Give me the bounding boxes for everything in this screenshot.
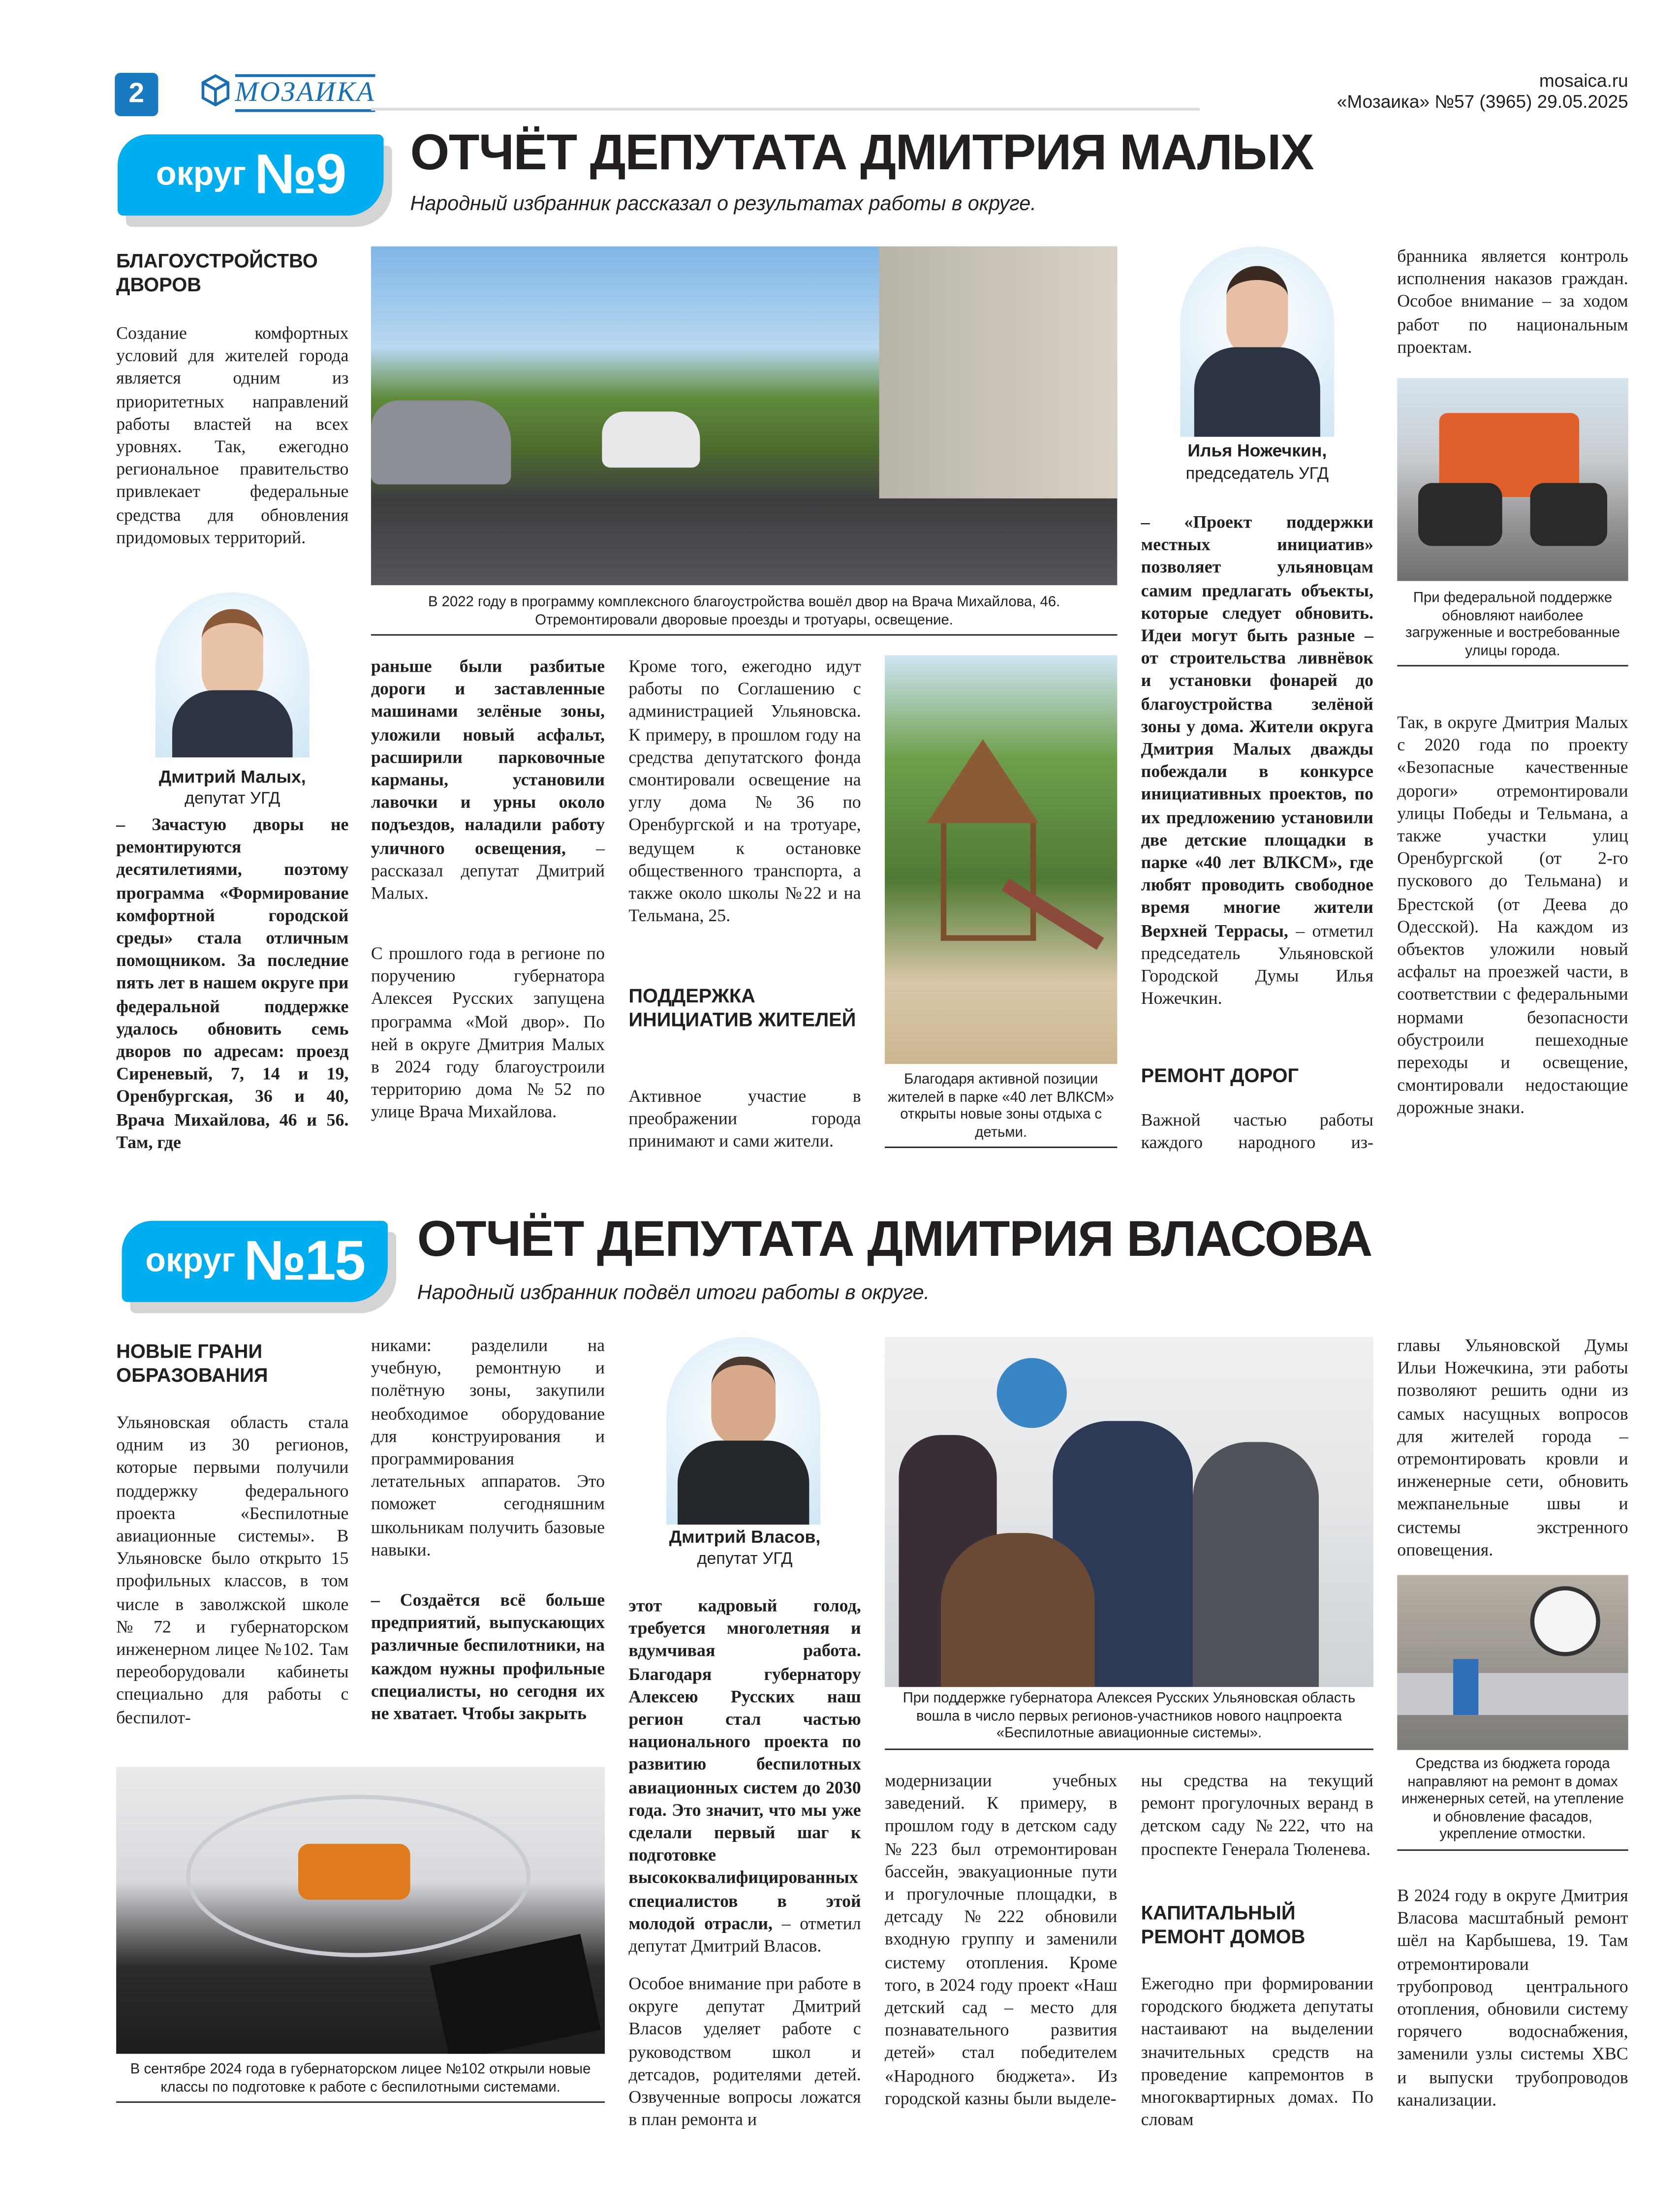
article-subtitle: Народный избранник подвёл итоги работы в округе.	[417, 1282, 930, 1305]
photo-caption: При федеральной поддержке обновляют наиболее загруженные и востребованные улицы города.	[1397, 591, 1628, 667]
photo-road-roller	[1397, 378, 1628, 581]
badge-word: округ	[145, 1242, 236, 1280]
article-title: ОТЧЁТ ДЕПУТАТА ДМИТРИЯ ВЛАСОВА	[417, 1210, 1372, 1267]
quote-continued	[628, 1594, 861, 1958]
paragraph: С прошлого года в регионе по поручению губернатора Алексея Русских запущена программа «Мой двор». По ней в округе Дмитрия Малых в 2024 году благоустроили территорию дома №52 по улице Врача Михайлова.	[371, 943, 605, 1122]
section-heading: ПОДДЕРЖКА ИНИЦИАТИВ ЖИТЕЛЕЙ	[628, 984, 856, 1030]
quote-attribution: – отметил депутат Дмитрий Власов.	[628, 1913, 861, 1956]
quote: – Зачастую дворы не ремонтируются десятилетиями, поэтому программа «Формирование комфортной городской среды» стала отличным помощником. За последние пять лет в нашем округе при федеральной поддержке удалось обновить семь дворов по адресам: проезд Сиреневый, 7, 14 и 19, Оренбургская, 36 и 40, Врача Михайлова, 46 и 56. Там, где	[116, 814, 349, 1152]
photo-pipes-gauge	[1397, 1575, 1628, 1750]
quote-attribution: – рассказал депутат Дмитрий Малых.	[371, 838, 605, 903]
paragraph: Кроме того, ежегодно идут работы по Соглашению с администрацией Ульяновска. К примеру, в прошлом году на средства депутатского фонда смонтировали освещение на углу дома №36 по Оренбургской и на тротуаре, ведущем к остановке общественного транспорта, а также около школы №22 и на Тельмана, 25.	[628, 656, 861, 926]
badge-number: №15	[244, 1230, 365, 1292]
district-badge	[118, 134, 384, 216]
person-title: депутат УГД	[697, 1548, 793, 1568]
photo-caption: При поддержке губернатора Алексея Русских Ульяновская область вошла в число первых регионов-участников нового нацпроекта «Беспилотные авиационные системы».	[885, 1691, 1373, 1750]
portrait-dmitry-vlasov	[666, 1337, 820, 1525]
person-name: Дмитрий Малых,	[158, 767, 306, 787]
article-title: ОТЧЁТ ДЕПУТАТА ДМИТРИЯ МАЛЫХ	[410, 123, 1314, 181]
person-title: депутат УГД	[185, 788, 280, 808]
portrait-ilya-nozhechkin	[1180, 247, 1334, 437]
portrait-dmitry-malykh	[156, 592, 310, 757]
paragraph: Особое внимание при работе в округе депутат Дмитрий Власов уделяет работе с руководством школ и детсадов, родителями детей. Озвученные вопросы ложатся в план ремонта и	[628, 1974, 861, 2130]
page-number: 2	[115, 73, 158, 116]
badge-word: округ	[156, 155, 247, 193]
person-title: председатель УГД	[1185, 463, 1329, 483]
section-heading: КАПИТАЛЬНЫЙ РЕМОНТ ДОМОВ	[1141, 1901, 1306, 1948]
quote-attribution: – отметил председатель Ульяновской Городской Думы Илья Ножечкин.	[1141, 921, 1373, 1009]
paragraph-continued: никами: разделили на учебную, ремонтную и полётную зоны, закупили необходимое оборудование для конструирования и программирования летательных аппаратов. Это поможет сегодняшним школьникам получить базовые навыки.	[371, 1336, 605, 1559]
photo-playground	[885, 655, 1117, 1064]
section-heading: НОВЫЕ ГРАНИ ОБРАЗОВАНИЯ	[116, 1339, 268, 1386]
photo-caption: В сентябре 2024 года в губернаторском лицее №102 открыли новые классы по подготовке к работе с беспилотными системами.	[116, 2062, 605, 2103]
header-rule	[371, 108, 1200, 111]
issue-info: «Мозаика» №57 (3965) 29.05.2025	[1337, 91, 1628, 112]
paragraph-continued: бранника является контроль исполнения наказов граждан. Особое внимание – за ходом работ по национальным проектам.	[1397, 246, 1628, 357]
section-heading: РЕМОНТ ДОРОГ	[1141, 1064, 1299, 1087]
logo	[200, 73, 375, 112]
section-heading: БЛАГОУСТРОЙСТВО ДВОРОВ	[116, 249, 318, 296]
logo-cubes-icon	[200, 74, 231, 111]
photo-courtyard	[371, 247, 1117, 585]
photo-caption: В 2022 году в программу комплексного благоустройства вошёл двор на Врача Михайлова, 46. Отремонтировали дворовые проезды и тротуары, освещение.	[371, 595, 1117, 636]
photo-governor-classroom	[885, 1337, 1373, 1687]
district-badge	[122, 1221, 388, 1302]
paragraph: Ежегодно при формировании городского бюджета депутаты настаивают на выделении значительных средств на проведение капремонтов в многоквартирных домах. По словам	[1141, 1974, 1373, 2130]
paragraph: Так, в округе Дмитрия Малых с 2020 года по проекту «Безопасные качественные дороги» отремонтировали улицы Победы и Тельмана, а также участки улиц Оренбургской (от 2-го пускового до Тельмана) и Брестской (от Деева до Одесской). На каждом из объектов уложили новый асфальт на проезжей части, в соответствии с федеральными нормами безопасности обустроили пешеходные переходы и освещение, смонтировали недостающие дорожные знаки.	[1397, 713, 1628, 1118]
quote-text: – «Проект поддержки местных инициатив» позволяет ульяновцам самим предлагать объекты, которые следует обновить. Идеи могут быть разные – от строительства ливнёвок и установки фонарей до благоустройства зелёной зоны у дома. Жители округа Дмитрия Малых дважды побеждали в конкурсе инициативных проектов, по их предложению установили две детские площадки в парке «40 лет ВЛКСМ», где любят проводить свободное время многие жители Верхней Террасы,	[1141, 512, 1373, 940]
paragraph: Создание комфортных условий для жителей города является одним из приоритетных направлений работы властей на всех уровнях. Так, ежегодно региональное правительство привлекает федеральные средства для обновления придомовых территорий.	[116, 323, 349, 547]
paragraph: Важной частью работы каждого народного из-	[1141, 1110, 1373, 1153]
quote-text: этот кадровый голод, требуется многолетняя и вдумчивая работа. Благодаря губернатору Алексею Русских наш регион стал частью национального проекта по развитию беспилотных авиационных систем до 2030 года. Это значит, что мы уже сделали первый шаг к подготовке высококвалифицированных специалистов в этой молодой отрасли,	[628, 1596, 861, 1933]
person-name: Дмитрий Власов,	[669, 1527, 821, 1547]
photo-caption: Благодаря активной позиции жителей в парке «40 лет ВЛКСМ» открыты новые зоны отдыха с детьми.	[885, 1072, 1117, 1149]
quote-continued	[371, 655, 605, 904]
paragraph-continued: ны средства на текущий ремонт прогулочных веранд в детском саду №222, что на проспекте Генерала Тюленева.	[1141, 1771, 1373, 1859]
quote	[1141, 511, 1373, 1010]
photo-drone-class	[116, 1767, 605, 2053]
paragraph: Ульяновская область стала одним из 30 регионов, которые первыми получили поддержку федерального проекта «Беспилотные авиационные системы». В Ульяновске было открыто 15 профильных классов, в том числе в заволжской школе №72 и губернаторском инженерном лицее №102. Там переоборудовали кабинеты специально для работы с беспилот-	[116, 1412, 349, 1727]
photo-caption: Средства из бюджета города направляют на ремонт в домах инженерных сетей, на утепление и обновление фасадов, укрепление отмостки.	[1397, 1757, 1628, 1851]
logo-text: МОЗАИКА	[235, 73, 375, 111]
paragraph-continued: модернизации учебных заведений. К примеру, в прошлом году в детском саду №223 был отремонтирован бассейн, эвакуационные пути и прогулочные площадки, в детсаду №222 обновили входную группу и заменили систему отопления. Кроме того, в 2024 году проект «Наш детский сад – место для познавательного развития детей» стал победителем «Народного бюджета». Из городской казны были выделе-	[885, 1771, 1118, 2109]
quote: – Создаётся всё больше предприятий, выпускающих различные беспилотники, на каждом нужны профильные специалисты, но сегодня их не хватает. Чтобы закрыть	[371, 1590, 605, 1724]
article-subtitle: Народный избранник рассказал о результатах работы в округе.	[410, 193, 1036, 216]
quote-text: раньше были разбитые дороги и заставленные машинами зелёные зоны, уложили новый асфальт, расширили парковочные карманы, установили лавочки и урны около подъездов, наладили работу уличного освещения,	[371, 656, 605, 858]
badge-number: №9	[254, 143, 345, 205]
person-name: Илья Ножечкин,	[1187, 441, 1327, 461]
paragraph-continued: главы Ульяновской Думы Ильи Ножечкина, эти работы позволяют решить одни из самых насущных вопросов для жителей города – отремонтировать кровли и инженерные сети, обновить межпанельные швы и системы экстренного оповещения.	[1397, 1336, 1628, 1559]
paragraph: Активное участие в преображении города принимают и сами жители.	[628, 1086, 861, 1151]
paragraph: В 2024 году в округе Дмитрия Власова масштабный ремонт шёл на Карбышева, 19. Там отремонтировали трубопровод центрального отопления, обновили систему горячего водоснабжения, заменили узлы системы ХВС и выпуски трубопроводов канализации.	[1397, 1886, 1628, 2110]
site-url[interactable]: mosaica.ru	[1539, 70, 1628, 91]
